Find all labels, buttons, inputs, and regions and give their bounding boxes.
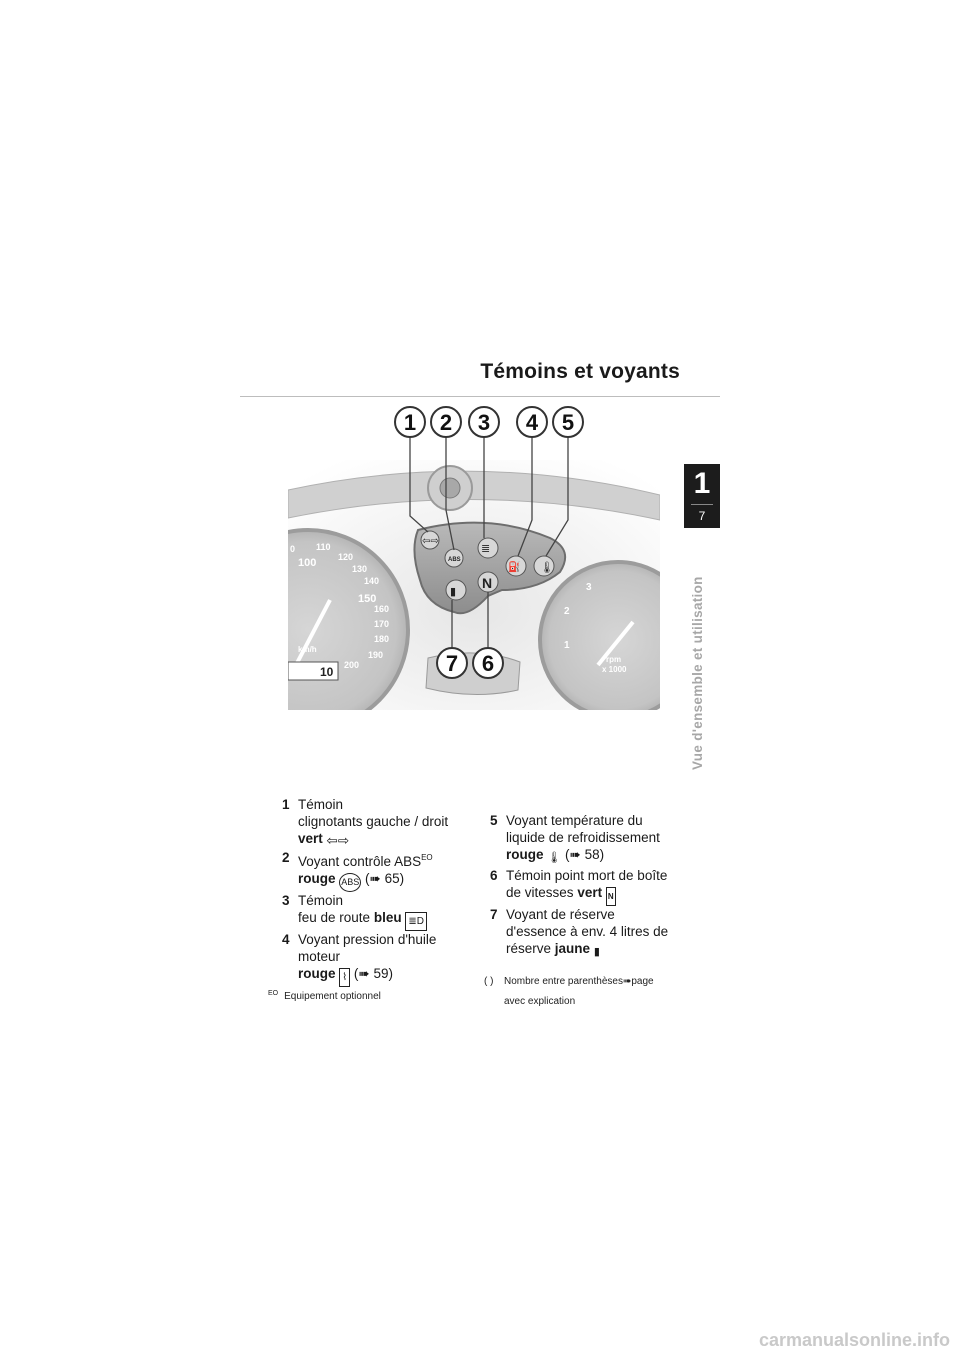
- legend-color-line: rouge 🌡 (➠ 58): [506, 846, 691, 867]
- speedo-unit: km/h: [298, 645, 317, 654]
- turn-signal-icon: ⇦⇨: [326, 833, 350, 848]
- page-ref-arrow-icon: ➠: [622, 976, 632, 987]
- legend-item-5: [486, 812, 691, 867]
- neutral-icon: N: [606, 887, 616, 906]
- callout-3: 3: [477, 410, 491, 435]
- legend-item-3: [278, 892, 478, 931]
- legend-number: 1: [282, 797, 290, 812]
- legend-prefix: réserve: [506, 941, 552, 956]
- legend-prefix: de vitesses: [506, 885, 574, 900]
- legend-color: rouge: [506, 847, 544, 862]
- chapter-number: 1: [693, 467, 711, 500]
- legend-right-column: [486, 812, 691, 961]
- speedo-tick-180: 180: [374, 634, 390, 644]
- page-title: Témoins et voyants: [480, 360, 680, 383]
- ignition-knob-center: [440, 478, 460, 498]
- neutral-lamp-label: N: [482, 575, 493, 591]
- legend-color: rouge: [298, 966, 336, 981]
- tacho-unit: rpm: [606, 655, 622, 664]
- abs-lamp-label: ABS: [448, 557, 461, 563]
- footnote-eo-marker: EO: [268, 990, 279, 997]
- high-beam-icon: ≣D: [405, 912, 427, 931]
- page-ref-arrow-icon: ➠: [369, 871, 381, 886]
- speedo-tick-160: 160: [374, 604, 390, 614]
- fuel-reserve-lamp-glyph: ▮: [450, 586, 457, 598]
- legend-color: bleu: [373, 910, 402, 925]
- legend-number: 4: [282, 932, 290, 947]
- footnote-optional-equipment: [268, 990, 381, 1002]
- legend-ref: 59: [373, 966, 389, 981]
- high-beam-lamp-glyph: ≣: [481, 543, 491, 555]
- speedo-tick-140: 140: [364, 576, 380, 586]
- tacho-tick-2: 2: [564, 606, 570, 617]
- legend-line: Voyant température du: [506, 813, 643, 828]
- speedo-tick-150: 150: [358, 593, 377, 605]
- speedo-tick-190: 190: [368, 650, 384, 660]
- legend-ref: 58: [584, 847, 600, 862]
- speedo-tick-130: 130: [352, 564, 368, 574]
- legend-line: Voyant de réserve: [506, 907, 615, 922]
- callout-2: 2: [439, 410, 453, 435]
- legend-color-line: [298, 830, 478, 849]
- speedo-tick-170: 170: [374, 619, 390, 629]
- legend-color: vert: [298, 831, 323, 846]
- legend-color-line: rouge ⌇ (➠ 59): [298, 965, 478, 987]
- footnote-paren-line: [484, 972, 694, 992]
- callout-5: 5: [561, 410, 575, 435]
- coolant-lamp-glyph: 🌡: [540, 562, 554, 574]
- oil-pressure-lamp-glyph: ⛽: [508, 562, 521, 573]
- tacho-multiplier: x 1000: [602, 665, 627, 674]
- legend-line: Témoin point mort de boîte: [506, 868, 668, 883]
- legend-number: 6: [490, 868, 498, 883]
- legend-item-2: [278, 849, 478, 892]
- page-ref-arrow-icon: ➠: [569, 847, 581, 862]
- legend-left-column: [278, 796, 478, 987]
- legend-number: 2: [282, 850, 290, 865]
- callout-1: 1: [403, 410, 417, 435]
- coolant-temperature-icon: 🌡: [547, 852, 562, 864]
- footnote-eo-text: Equipement optionnel: [284, 991, 381, 1002]
- legend-color-line: [506, 884, 691, 906]
- speedo-tick-120: 120: [338, 552, 354, 562]
- legend-color: vert: [577, 885, 603, 900]
- oil-pressure-icon: ⌇: [339, 968, 350, 987]
- footnote-paren: ( ): [484, 976, 494, 987]
- legend-sup: EO: [421, 853, 433, 862]
- legend-line: Témoin: [298, 893, 344, 908]
- tacho-tick-3: 3: [586, 582, 592, 593]
- abs-icon: ABS: [339, 873, 361, 892]
- tacho-tick-1: 1: [564, 640, 570, 651]
- speedo-tick-110: 110: [316, 542, 331, 552]
- footnote-paren-text: Nombre entre parenthèses: [504, 976, 623, 987]
- footnote-page-reference: [484, 972, 694, 1012]
- title-rule: [240, 396, 720, 397]
- odometer-value: 10: [320, 665, 334, 679]
- legend-line-abs: [298, 849, 478, 870]
- legend-line: Voyant contrôle ABS: [298, 854, 422, 869]
- speedo-tick-200: 200: [344, 660, 360, 670]
- legend-prefix: feu de route: [298, 910, 371, 925]
- watermark: carmanualsonline.info: [758, 1330, 950, 1350]
- chapter-side-label: Vue d'ensemble et utilisation: [690, 576, 705, 770]
- fuel-reserve-icon: ▮: [593, 946, 600, 958]
- callout-6: 6: [481, 651, 495, 676]
- legend-color-line: rouge ABS (➠ 65): [298, 870, 478, 892]
- instrument-cluster-illustration: [288, 400, 660, 710]
- legend-ref: 65: [384, 871, 400, 886]
- page-ref-arrow-icon: ➠: [358, 966, 370, 981]
- legend-number: 7: [490, 907, 498, 922]
- legend-line: clignotants gauche / droit: [298, 814, 449, 829]
- speedo-tick-100: 100: [298, 557, 317, 569]
- page-number: 7: [698, 509, 706, 523]
- turn-signal-lamp-glyph: ⇦⇨: [422, 536, 439, 547]
- legend-item-7: [486, 906, 691, 961]
- legend-line: liquide de refroidissement: [506, 830, 660, 845]
- callout-4: 4: [525, 410, 539, 435]
- legend-line: d'essence à env. 4 litres de: [506, 924, 669, 939]
- footnote-paren-page: page: [631, 976, 654, 987]
- speedo-tick-0: 0: [290, 544, 296, 554]
- legend-line: Voyant pression d'huile: [298, 932, 437, 947]
- legend-item-4: [278, 931, 478, 987]
- footnote-paren-explanation: avec explication: [504, 996, 576, 1007]
- callout-7: 7: [445, 651, 459, 676]
- legend-color-line: [298, 909, 478, 931]
- legend-color: rouge: [298, 871, 336, 886]
- legend-color-line: [506, 940, 691, 961]
- legend-item-1: [278, 796, 478, 849]
- legend-color: jaune: [554, 941, 591, 956]
- legend-line: Témoin: [298, 797, 344, 812]
- legend-number: 5: [490, 813, 498, 828]
- legend-line: moteur: [298, 949, 341, 964]
- chapter-tab: [684, 464, 720, 528]
- legend-item-6: [486, 867, 691, 906]
- legend-number: 3: [282, 893, 290, 908]
